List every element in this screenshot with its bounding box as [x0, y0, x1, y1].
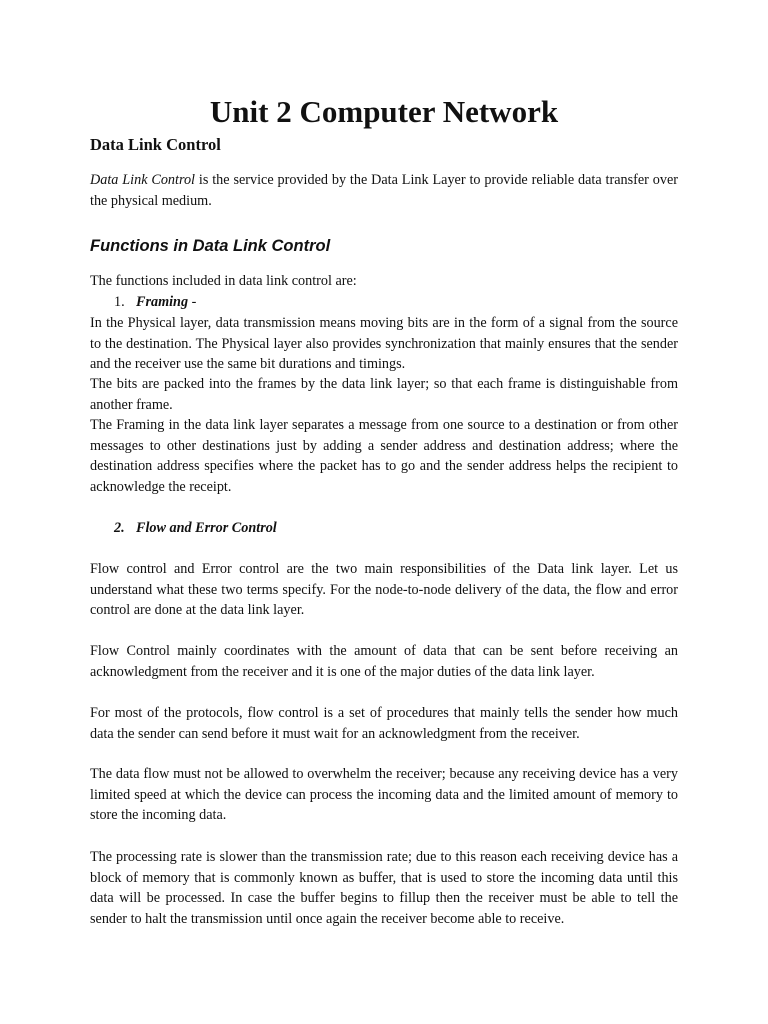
list-suffix: - [188, 294, 197, 310]
flow-paragraph-4: The data flow must not be allowed to overwhelm the receiver; because any receiving device has a very limited speed at which the device can process the incoming data and the limited amount of memory to store the incoming data. [90, 766, 678, 824]
document-title: Unit 2 Computer Network [209, 94, 559, 129]
section-heading: Data Link Control [90, 135, 221, 154]
flow-paragraph-1: Flow control and Error control are the two main responsibilities of the Data link layer. Let us understand what these two terms specify. For the node-to-node delivery of the data, the flow and error control are done at the data link layer. [90, 561, 678, 619]
list-item-flow-error [114, 518, 277, 538]
flow-paragraph-5: The processing rate is slower than the transmission rate; due to this reason each receiving device has a block of memory that is commonly known as buffer, that is used to store the incoming data until this data will be processed. In case the buffer begins to fillup then the receiver must be able to tell the sender to halt the transmission until once again the receiver become able to receive. [90, 849, 678, 927]
framing-paragraph-3: The Framing in the data link layer separates a message from one source to a destination or from other messages to other destinations just by adding a sender address and destination address; where the destination address specifies where the packet has to go and the sender address helps the recipient to acknowledge the receipt. [90, 417, 678, 495]
flow-paragraph-3: For most of the protocols, flow control is a set of procedures that mainly tells the sender how much data the sender can send before it must wait for an acknowledgment from the receiver. [90, 705, 678, 742]
flow-paragraph-2: Flow Control mainly coordinates with the amount of data that can be sent before receiving an acknowledgment from the receiver and it is one of the major duties of the data link layer. [90, 643, 678, 680]
list-number: 2. [114, 520, 125, 536]
list-label: Framing [136, 294, 189, 310]
intro-term: Data Link Control [90, 172, 195, 188]
list-number: 1. [114, 294, 125, 310]
functions-heading: Functions in Data Link Control [90, 237, 331, 255]
intro-rest: is the service provided by the Data Link Layer to provide reliable data transfer over the physical medium. [90, 172, 678, 209]
intro-paragraph [90, 170, 678, 211]
functions-intro: The functions included in data link control are: [90, 273, 357, 289]
list-label: Flow and Error Control [136, 520, 277, 536]
list-item-framing [114, 292, 196, 312]
framing-paragraph-1: In the Physical layer, data transmission means moving bits are in the form of a signal from the source to the destination. The Physical layer also provides synchronization that mainly ensures that the sender and the receiver use the same bit durations and timings. [90, 315, 678, 373]
framing-paragraph-2: The bits are packed into the frames by the data link layer; so that each frame is distinguishable from another frame. [90, 376, 678, 413]
